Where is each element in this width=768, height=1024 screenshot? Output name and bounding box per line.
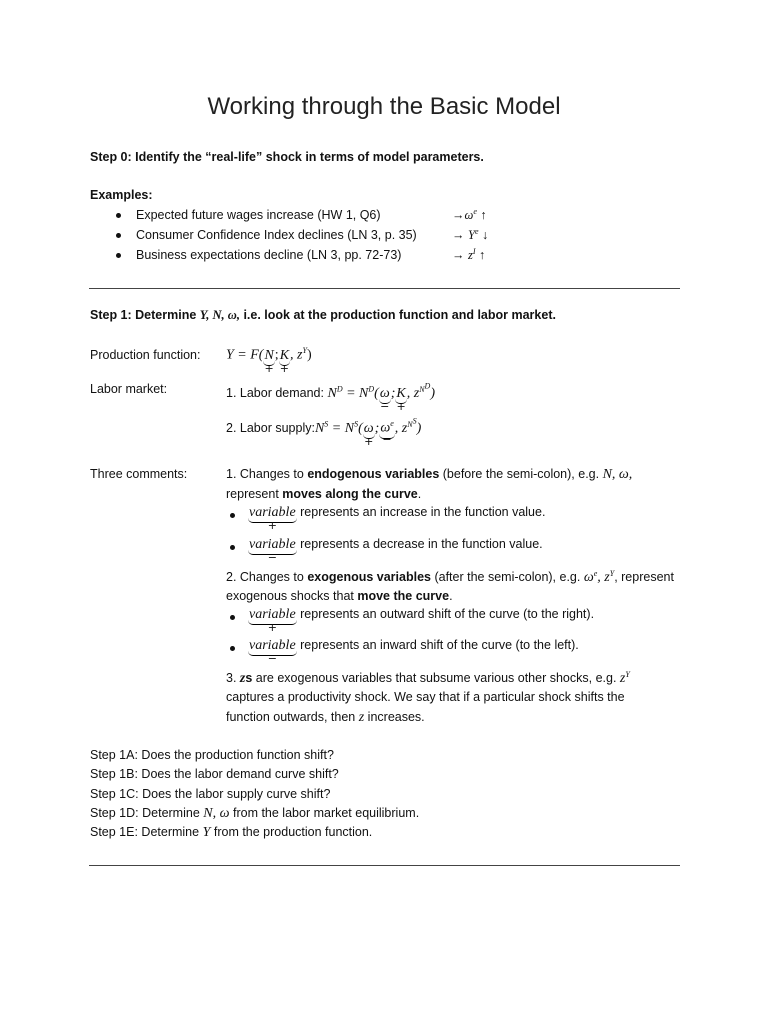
divider: [89, 288, 680, 289]
underbrace-n: N +: [264, 347, 274, 375]
underbrace-variable: variable +: [249, 607, 296, 634]
production-label: Production function:: [90, 348, 201, 362]
comment-2-bullet-2: variable − represents an inward shift of the curve (to the left).: [249, 638, 579, 665]
example-text: Expected future wages increase (HW 1, Q6): [136, 208, 381, 222]
substep-1c: Step 1C: Does the labor supply curve shift?: [90, 787, 331, 801]
comment-3-line1: 3. zs are exogenous variables that subsume various other shocks, e.g. $z^Y$: [226, 670, 630, 687]
underbrace-omega: ω −: [379, 385, 390, 413]
example-arrow: $\to\omega^e$ ↑: [452, 207, 487, 223]
page-title: Working through the Basic Model: [207, 93, 561, 120]
bullet-icon: [230, 615, 235, 620]
labor-market-label: Labor market:: [90, 382, 168, 396]
bullet-icon: [116, 213, 121, 218]
labor-demand-equation: 1. Labor demand: $N^D = N^D(\omega$ − ;K + , $z^{N^D}$): [226, 381, 435, 413]
comment-1-line2: represent moves along the curve.: [226, 487, 422, 501]
production-equation: Y = F(N + ;K + , $z^Y$): [226, 346, 312, 375]
example-arrow: → $Y^e$ ↓: [452, 227, 489, 243]
labor-supply-equation: 2. Labor $supply:N^S = N^S(\omega$ + $;\omega^e$ − , $z^{N^S}$): [226, 416, 422, 448]
step0-heading: Step 0: Identify the “real-life” shock in terms of model parameters.: [90, 150, 484, 164]
substep-1d: Step 1D: Determine N, ω from the labor market equilibrium.: [90, 806, 420, 821]
substep-1a: Step 1A: Does the production function shift?: [90, 748, 334, 762]
underbrace-variable: variable −: [249, 537, 296, 564]
bullet-icon: [230, 646, 235, 651]
comment-2-bullet-1: variable + represents an outward shift of the curve (to the right).: [249, 607, 595, 634]
comment-3-line3: function outwards, then z increases.: [226, 710, 425, 725]
substep-1e: Step 1E: Determine Y from the production function.: [90, 825, 373, 840]
underbrace-omega: ω +: [363, 420, 374, 448]
bullet-icon: [116, 253, 121, 258]
bullet-icon: [230, 513, 235, 518]
divider: [89, 865, 680, 866]
examples-label: Examples:: [90, 188, 153, 202]
underbrace-variable: variable +: [249, 505, 296, 532]
example-text: Business expectations decline (LN 3, pp. 72-73): [136, 248, 402, 262]
underbrace-variable: variable −: [249, 638, 296, 665]
comment-1-line1: 1. Changes to endogenous variables (before the semi-colon), e.g. N, ω,: [226, 467, 633, 482]
comment-2-line2: exogenous shocks that move the curve.: [226, 589, 453, 603]
underbrace-omega-e: $\omega^e$ −: [380, 419, 394, 447]
comments-label: Three comments:: [90, 467, 188, 481]
bullet-icon: [116, 233, 121, 238]
underbrace-k: K +: [279, 347, 290, 375]
substep-1b: Step 1B: Does the labor demand curve shift?: [90, 767, 339, 781]
comment-3-line2: captures a productivity shock. We say that if a particular shock shifts the: [226, 690, 625, 704]
example-text: Consumer Confidence Index declines (LN 3, p. 35): [136, 228, 417, 242]
comment-1-bullet-2: variable − represents a decrease in the function value.: [249, 537, 543, 564]
step1-heading: Step 1: Determine Y, N, ω, i.e. look at the production function and labor market.: [90, 308, 556, 322]
underbrace-k: K +: [396, 385, 406, 413]
bullet-icon: [230, 545, 235, 550]
example-arrow: → $z^I$ ↑: [452, 247, 486, 263]
comment-2-line1: 2. Changes to exogenous variables (after the semi-colon), e.g. $\omega^e$, $z^Y$, represent: [226, 569, 674, 586]
comment-1-bullet-1: variable + represents an increase in the function value.: [249, 505, 546, 532]
